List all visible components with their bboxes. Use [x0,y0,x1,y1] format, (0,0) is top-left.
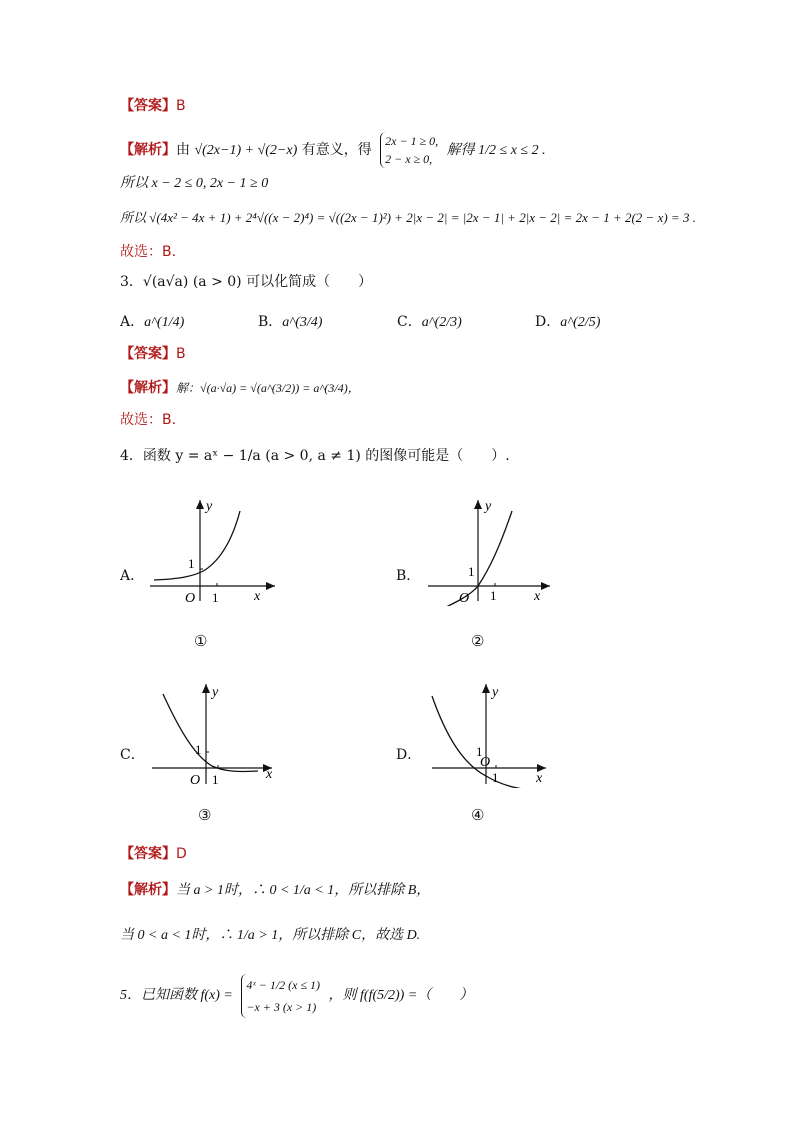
graph-c-label: C． [120,747,145,763]
axis-x-label: x [536,771,543,786]
q3-stem: 3．√(a√a) (a > 0) 可以化简成（ ） [120,274,373,290]
analysis-result: 解得 1/2 ≤ x ≤ 2 . [446,143,546,158]
piece-row: 4ˣ − 1/2 (x ≤ 1) [246,978,321,992]
graph-b-label: B． [396,568,421,584]
piecewise-function [241,974,320,1018]
answer-tag: 【答案】 [120,346,176,362]
graph-c-number: ③ [198,806,212,824]
option-label: A． [120,314,145,330]
tick-x-label: 1 [492,770,499,785]
axis-y-label: y [485,499,492,514]
q3-answer [120,344,186,364]
tick-y-label: 1 [195,742,202,757]
analysis-text: 解：√(a·√a) = √(a^(3/2)) = a^(3/4)， [176,381,360,395]
q5-stem-suffix: ，则 f(f(5/2)) =（ ） [328,988,474,1003]
answer-value: D [176,846,187,862]
option-value: a^(3/4) [282,315,323,330]
tick-y-label: 1 [188,556,195,571]
q3-conclusion [120,410,186,430]
tick-x-label: 1 [212,772,219,787]
q3-option-c [397,312,462,333]
conclusion-text: 故选：B． [120,244,186,260]
q4-answer [120,844,187,864]
analysis-expr: √(2x−1) + √(2−x) [194,143,298,158]
analysis-text: 由 [176,142,190,158]
answer-value: B [176,98,186,114]
axis-y-label: y [206,499,213,514]
option-label: B． [258,314,283,330]
q4-stem: 4．函数 y = aˣ − 1/a (a > 0, a ≠ 1) 的图像可能是（ ）. [120,448,510,464]
inequality-system [380,132,438,168]
system-row: 2x − 1 ≥ 0, [385,134,439,148]
option-label: C． [397,314,422,330]
tick-y-label: 1 [468,564,475,579]
analysis-tag: 【解析】 [120,882,176,898]
q2-line3: 所以 √(4x² − 4x + 1) + 2⁴√((x − 2)⁴) = √((2x − 1)²) + 2|x − 2| = |2x − 1| + 2|x − 2| = 2x − 1 + 2(2 − x) = 3 . [120,210,696,225]
q3-option-b [258,312,322,333]
q5-stem-prefix: 5．已知函数 f(x) = [120,988,233,1003]
option-value: a^(2/3) [421,315,462,330]
conclusion-text: 故选：B． [120,412,186,428]
graph-b-number: ② [471,632,485,650]
graph-d [428,676,558,792]
analysis-tag: 【解析】 [120,380,176,396]
analysis-tag: 【解析】 [120,142,176,158]
q5-stem [120,974,473,1024]
graph-d-label: D． [396,747,422,763]
q3-analysis [120,378,360,398]
option-label: D． [535,314,561,330]
graph-a-number: ① [194,632,208,650]
q2-conclusion [120,242,186,262]
option-value: a^(1/4) [144,315,185,330]
axis-y-label: y [212,685,219,700]
axis-y-label: y [492,685,499,700]
axis-x-label: x [534,589,541,604]
graph-c [150,676,280,792]
q2-line2: 所以 x − 2 ≤ 0, 2x − 1 ≥ 0 [120,176,269,191]
answer-tag: 【答案】 [120,98,176,114]
axis-x-label: x [266,767,273,782]
q2-answer [120,96,186,116]
tick-x-label: 1 [212,590,219,605]
piece-row: −x + 3 (x > 1) [246,1000,317,1014]
analysis-text: 当 a > 1时，∴ 0 < 1/a < 1，所以排除 B， [176,883,431,898]
graph-b [428,496,558,610]
q3-option-d [535,312,600,333]
origin-label: O [480,755,491,770]
analysis-text: 有意义，得 [301,142,372,158]
origin-label: O [185,591,196,606]
q2-analysis-line1 [120,132,546,166]
system-row: 2 − x ≥ 0, [385,152,433,166]
q3-option-a [120,312,184,333]
graph-a [150,496,280,610]
q4-analysis-line1 [120,880,430,901]
option-value: a^(2/5) [560,315,601,330]
tick-y-label: 1 [476,744,483,759]
axis-x-label: x [254,589,261,604]
tick-x-label: 1 [490,588,497,603]
q4-analysis-line2: 当 0 < a < 1时，∴ 1/a > 1，所以排除 C，故选 D. [120,928,421,943]
graph-d-number: ④ [471,806,485,824]
origin-label: O [190,773,201,788]
origin-label: O [459,591,470,606]
answer-tag: 【答案】 [120,846,176,862]
graph-a-label: A． [120,568,145,584]
answer-value: B [176,346,186,362]
